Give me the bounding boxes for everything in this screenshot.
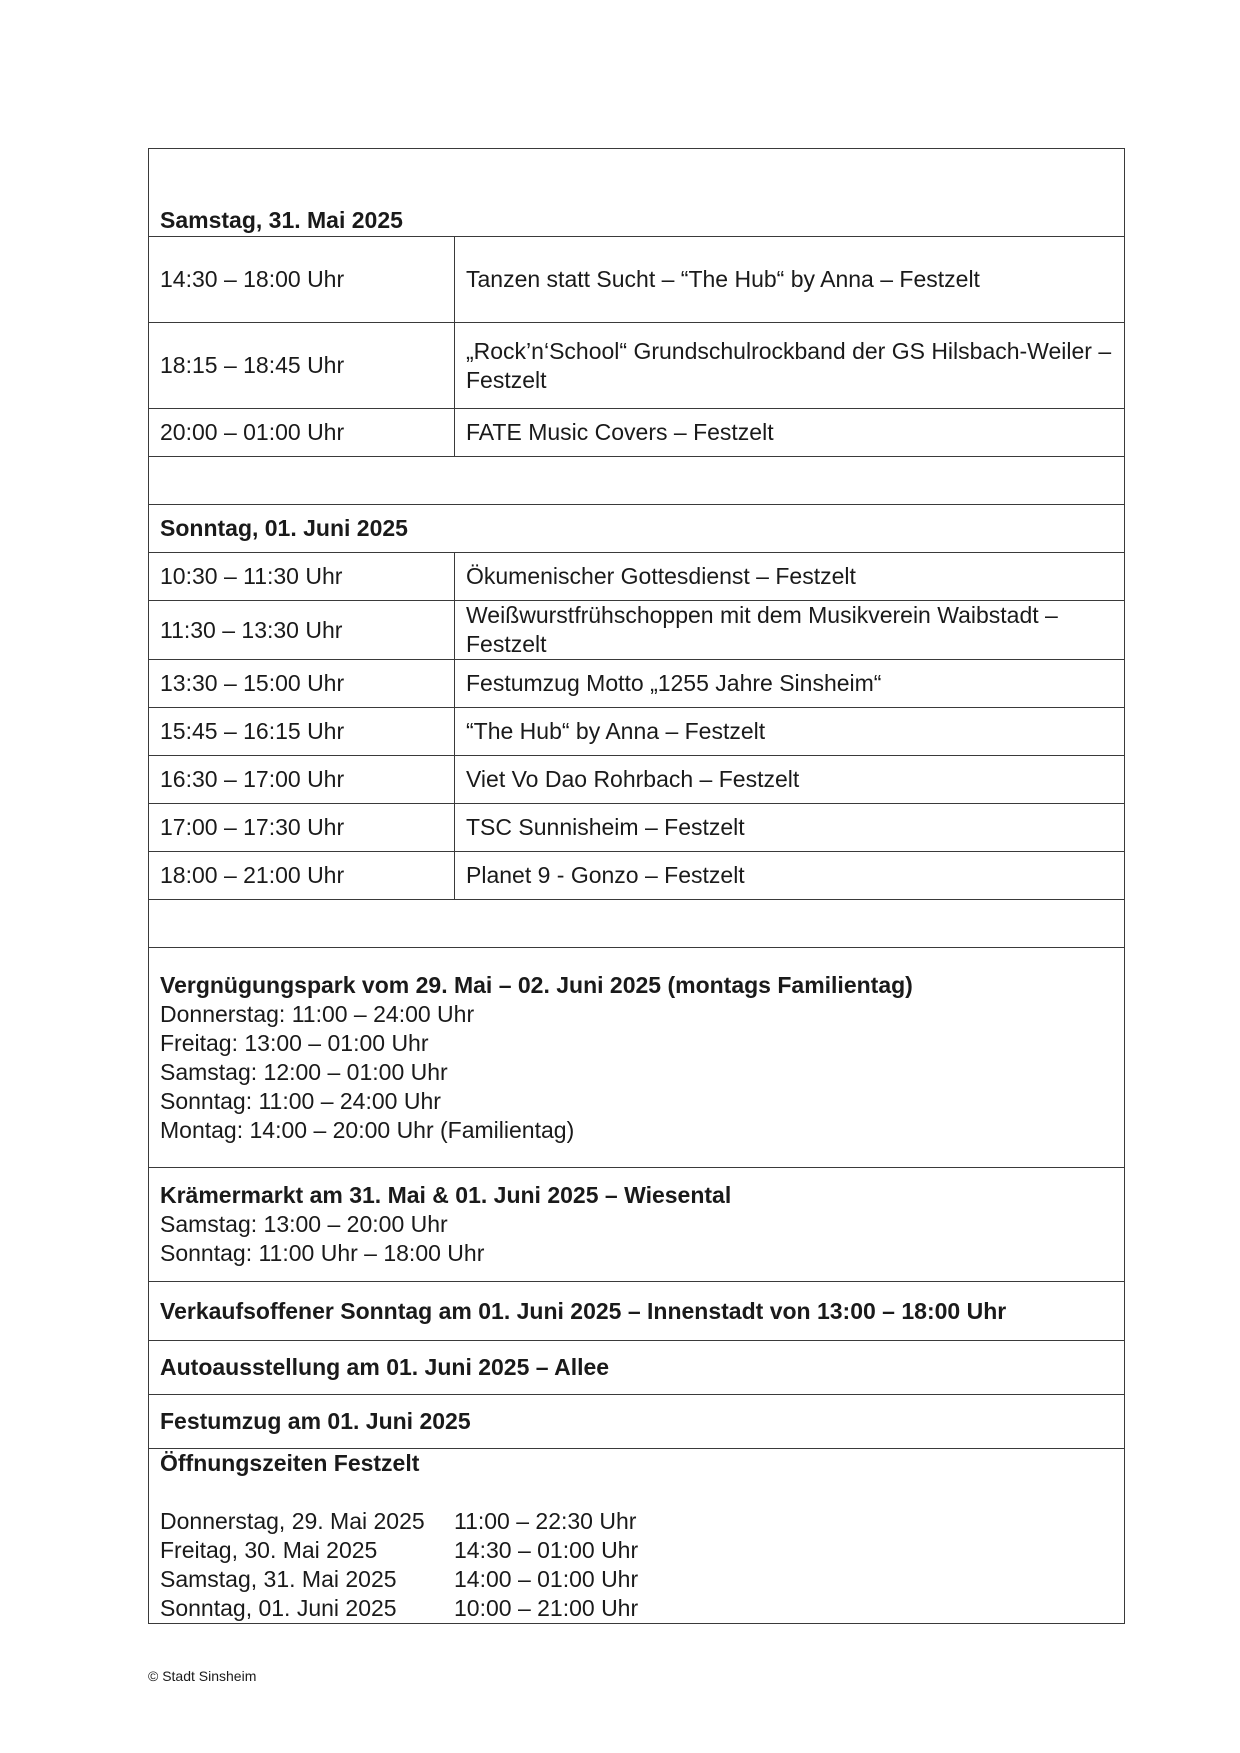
amusement-park-cell — [149, 948, 1125, 1168]
schedule-table — [148, 148, 1125, 1624]
event-time: 17:00 – 17:30 Uhr — [149, 804, 455, 852]
hours-line: Donnerstag: 11:00 – 24:00 Uhr — [160, 1000, 475, 1027]
opening-hours: 14:00 – 01:00 Uhr — [454, 1566, 639, 1592]
event-time: 18:15 – 18:45 Uhr — [149, 323, 455, 409]
spacer-row — [149, 900, 1125, 948]
opening-row — [160, 1565, 1113, 1594]
shopping-sunday-row — [149, 1282, 1125, 1341]
event-time: 10:30 – 11:30 Uhr — [149, 553, 455, 601]
opening-day: Samstag, 31. Mai 2025 — [160, 1566, 397, 1592]
table-row — [149, 553, 1125, 601]
sunday-heading-row — [149, 505, 1125, 553]
event-title: Weißwurstfrühschoppen mit dem Musikverein Waibstadt – Festzelt — [455, 601, 1125, 660]
event-time: 14:30 – 18:00 Uhr — [149, 237, 455, 323]
hours-line: Samstag: 13:00 – 20:00 Uhr — [160, 1211, 448, 1237]
sunday-heading: Sonntag, 01. Juni 2025 — [149, 505, 1125, 553]
event-time: 13:30 – 15:00 Uhr — [149, 660, 455, 708]
event-time: 20:00 – 01:00 Uhr — [149, 409, 455, 457]
table-row — [149, 660, 1125, 708]
opening-hours: 14:30 – 01:00 Uhr — [454, 1537, 639, 1563]
hours-line: Montag: 14:00 – 20:00 Uhr (Familientag) — [160, 1116, 575, 1143]
opening-row — [160, 1536, 1113, 1565]
car-show-row — [149, 1341, 1125, 1395]
event-title: Ökumenischer Gottesdienst – Festzelt — [455, 553, 1125, 601]
opening-day: Donnerstag, 29. Mai 2025 — [160, 1508, 425, 1534]
hours-line: Samstag: 12:00 – 01:00 Uhr — [160, 1058, 448, 1085]
hours-line: Freitag: 13:00 – 01:00 Uhr — [160, 1029, 429, 1056]
event-time: 11:30 – 13:30 Uhr — [149, 601, 455, 660]
table-row — [149, 852, 1125, 900]
table-row — [149, 804, 1125, 852]
amusement-park-heading: Vergnügungspark vom 29. Mai – 02. Juni 2025 (montags Familientag) — [160, 971, 913, 998]
table-row — [149, 756, 1125, 804]
market-row — [149, 1168, 1125, 1282]
event-title: Festumzug Motto „1255 Jahre Sinsheim“ — [455, 660, 1125, 708]
event-title: “The Hub“ by Anna – Festzelt — [455, 708, 1125, 756]
opening-row — [160, 1507, 1113, 1536]
event-title: FATE Music Covers – Festzelt — [455, 409, 1125, 457]
blank-line — [160, 1478, 1113, 1507]
market-cell — [149, 1168, 1125, 1282]
saturday-heading: Samstag, 31. Mai 2025 — [149, 149, 1125, 237]
market-heading: Krämermarkt am 31. Mai & 01. Juni 2025 – Wiesental — [160, 1182, 732, 1208]
event-title: „Rock’n‘School“ Grundschulrockband der GS Hilsbach-Weiler – Festzelt — [455, 323, 1125, 409]
event-title: Planet 9 - Gonzo – Festzelt — [455, 852, 1125, 900]
saturday-heading-row — [149, 149, 1125, 237]
hours-line: Sonntag: 11:00 – 24:00 Uhr — [160, 1087, 441, 1114]
shopping-sunday-text: Verkaufsoffener Sonntag am 01. Juni 2025 – Innenstadt von 13:00 – 18:00 Uhr — [149, 1282, 1125, 1341]
event-title: TSC Sunnisheim – Festzelt — [455, 804, 1125, 852]
spacer-row — [149, 457, 1125, 505]
amusement-park-row — [149, 948, 1125, 1168]
tent-hours-cell — [149, 1449, 1125, 1624]
table-row — [149, 323, 1125, 409]
opening-hours: 11:00 – 22:30 Uhr — [454, 1508, 637, 1534]
event-time: 18:00 – 21:00 Uhr — [149, 852, 455, 900]
opening-hours: 10:00 – 21:00 Uhr — [454, 1595, 639, 1621]
tent-hours-row — [149, 1449, 1125, 1624]
copyright-footer: © Stadt Sinsheim — [148, 1668, 257, 1684]
opening-row — [160, 1594, 1113, 1623]
event-time: 15:45 – 16:15 Uhr — [149, 708, 455, 756]
event-title: Tanzen statt Sucht – “The Hub“ by Anna – Festzelt — [455, 237, 1125, 323]
event-title: Viet Vo Dao Rohrbach – Festzelt — [455, 756, 1125, 804]
event-time: 16:30 – 17:00 Uhr — [149, 756, 455, 804]
table-row — [149, 409, 1125, 457]
opening-day: Freitag, 30. Mai 2025 — [160, 1537, 378, 1563]
table-row — [149, 708, 1125, 756]
table-row — [149, 601, 1125, 660]
car-show-text: Autoausstellung am 01. Juni 2025 – Allee — [149, 1341, 1125, 1395]
parade-text: Festumzug am 01. Juni 2025 — [149, 1395, 1125, 1449]
table-row — [149, 237, 1125, 323]
opening-day: Sonntag, 01. Juni 2025 — [160, 1595, 397, 1621]
parade-row — [149, 1395, 1125, 1449]
hours-line: Sonntag: 11:00 Uhr – 18:00 Uhr — [160, 1240, 485, 1266]
tent-hours-heading: Öffnungszeiten Festzelt — [160, 1450, 420, 1476]
